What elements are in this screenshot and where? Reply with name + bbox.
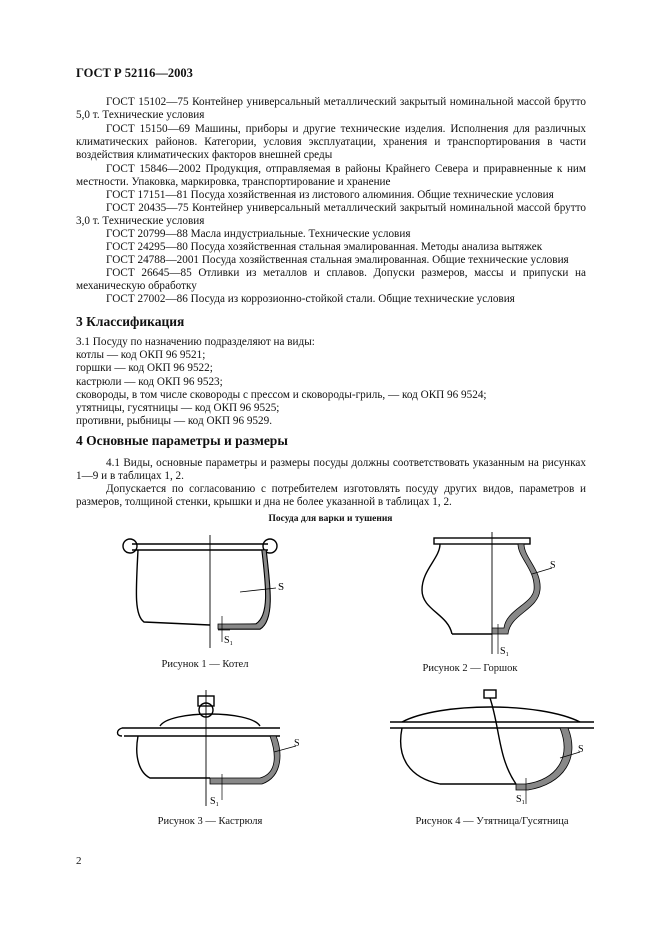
document-header: ГОСТ Р 52116—2003 [76,66,193,80]
reference-text: ГОСТ 17151—81 Посуда хозяйственная из листового алюминия. Общие технические условия [106,189,554,201]
list-item: противни, рыбницы — код ОКП 96 9529. [76,415,273,428]
reference-item [76,189,586,202]
reference-item [76,96,586,122]
label-s1: S₁ [210,796,220,807]
reference-text: ГОСТ 15150—69 Машины, приборы и другие технические изделия. Исполнения для различных климатических районов. Категории, условия эксплуатации, хранения и транспортирования в части воздействия климатических факторов внешней среды [76,123,586,162]
reference-item [76,123,586,163]
classification-intro: 3.1 Посуду по назначению подразделяют на виды: [76,336,315,348]
list-item: горшки — код ОКП 96 9522; [76,362,213,375]
reference-text: ГОСТ 26645—85 Отливки из металлов и сплавов. Допуски размеров, массы и припуски на механическую обработку [76,267,586,293]
reference-item [76,267,586,293]
paragraph-text: Допускается по согласованию с потребителем изготовлять посуду других видов, параметров и размеров, толщиной стенки, крышки и дна не более указанной в таблицах 1, 2. [76,483,586,509]
label-s: S [294,738,300,749]
section-3-title: 3 Классификация [76,314,185,329]
label-s1: S₁ [224,635,234,646]
figure-3-saucepan-drawing [110,688,310,813]
reference-item [76,202,586,228]
label-s: S [550,560,556,571]
paragraph [76,457,586,483]
label-s1: S₁ [516,794,526,805]
figures-title: Посуда для варки и тушения [268,514,393,524]
classification-list [76,336,596,428]
section-4-title: 4 Основные параметры и размеры [76,433,288,448]
figure-1-kettle-drawing [110,530,300,655]
figure-4-caption: Рисунок 4 — Утятница/Гусятница [415,816,569,827]
reference-text: ГОСТ 15846—2002 Продукция, отправляемая в районы Крайнего Севера и приравненные к ним местности. Упаковка, маркировка, транспортирование и хранение [76,163,586,189]
reference-item [76,254,586,267]
reference-item [76,241,586,254]
reference-text: ГОСТ 24295—80 Посуда хозяйственная стальная эмалированная. Методы анализа вытяжек [106,241,543,253]
list-item: кастрюли — код ОКП 96 9523; [76,375,223,388]
figure-2-caption: Рисунок 2 — Горшок [422,663,518,674]
paragraph [76,483,586,509]
label-s1: S₁ [500,646,510,657]
reference-text: ГОСТ 20435—75 Контейнер универсальный металлический закрытый номинальной массой брутто 3,0 т. Технические условия [76,202,586,228]
figure-2-pot-drawing [400,530,580,660]
list-item: сковороды, в том числе сковороды с прессом и сковороды-гриль, — код ОКП 96 9524; [76,388,487,401]
label-s: S [278,581,285,593]
reference-text: ГОСТ 20799—88 Масла индустриальные. Технические условия [106,228,411,240]
reference-item [76,293,586,306]
page-number: 2 [76,855,82,867]
list-item: котлы — код ОКП 96 9521; [76,349,206,362]
reference-item [76,228,586,241]
figure-1-caption: Рисунок 1 — Котел [161,659,249,670]
reference-item [76,163,586,189]
reference-text: ГОСТ 27002—86 Посуда из коррозионно-стойкой стали. Общие технические условия [106,293,515,305]
left-handle [123,539,137,553]
paragraph-text: 4.1 Виды, основные параметры и размеры посуды должны соответствовать указанным на рисунках 1—9 и в таблицах 1, 2. [76,457,586,483]
figure-4-roaster-drawing [380,688,595,808]
reference-text: ГОСТ 24788—2001 Посуда хозяйственная стальная эмалированная. Общие технические условия [106,254,569,266]
reference-text: ГОСТ 15102—75 Контейнер универсальный металлический закрытый номинальной массой брутто 5,0 т. Технические условия [76,96,586,122]
list-item: утятницы, гусятницы — код ОКП 96 9525; [76,402,280,415]
label-s: S [578,744,584,755]
figure-3-caption: Рисунок 3 — Кастрюля [157,816,263,827]
